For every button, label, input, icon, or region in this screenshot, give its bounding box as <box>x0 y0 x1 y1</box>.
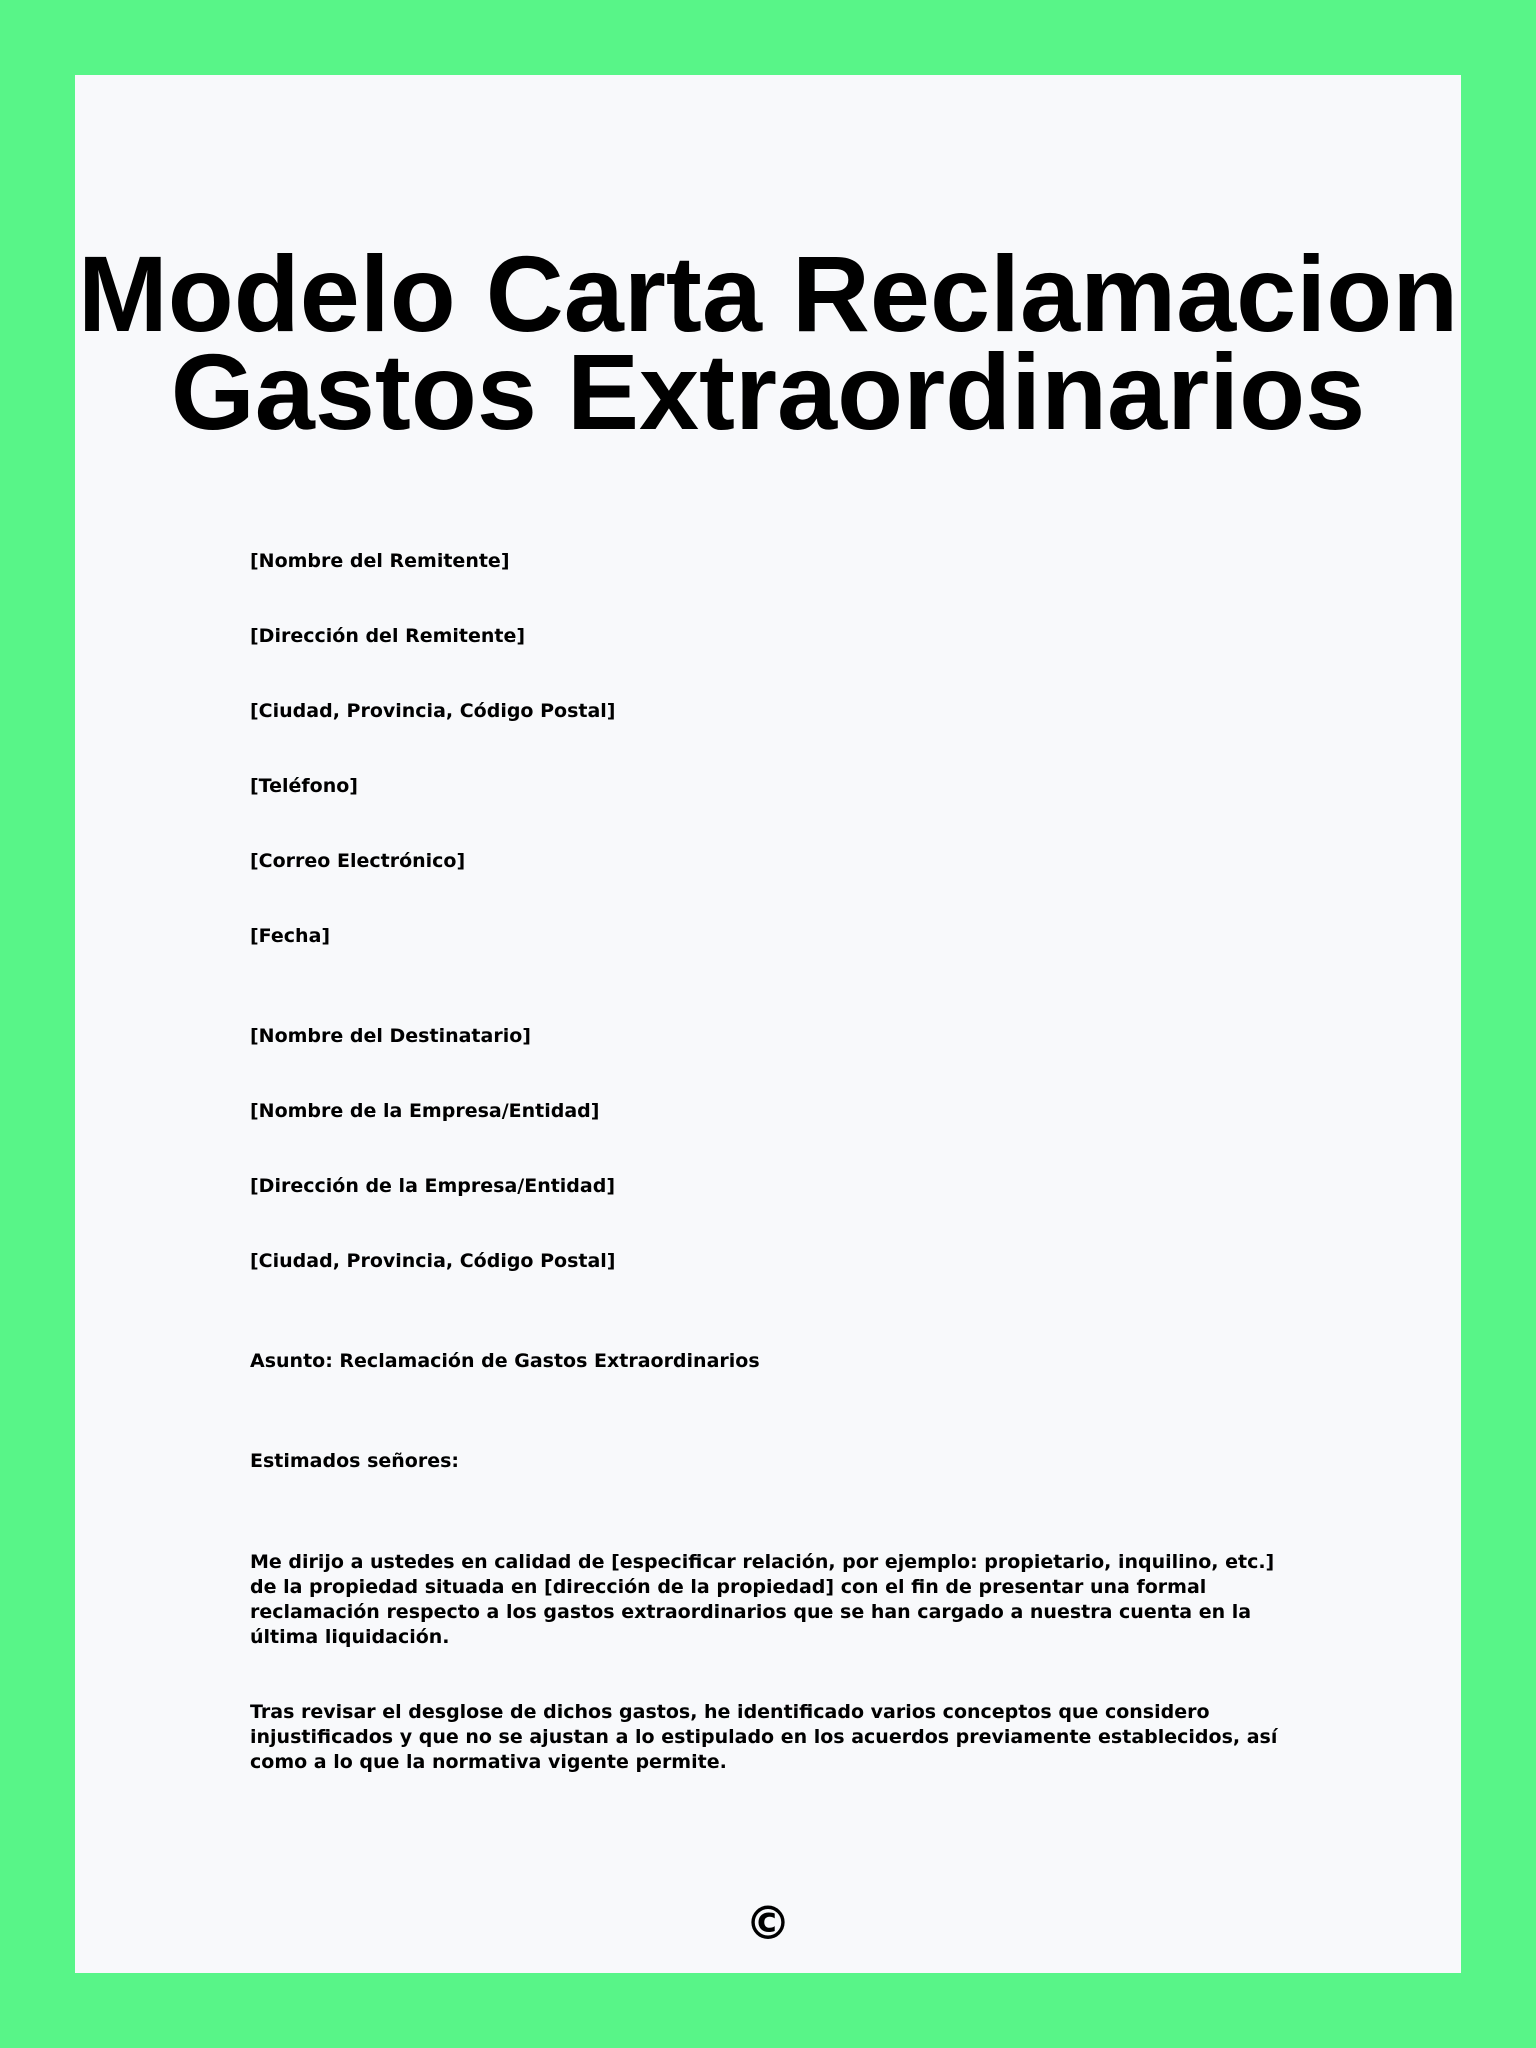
sender-phone: [Teléfono] <box>250 775 358 797</box>
letter-paragraph: Tras revisar el desglose de dichos gastos, he identificado varios conceptos que considero injustificados y que no se ajustan a lo estipulado en los acuerdos previamente establecidos, así como a lo que la normativa vigente permite. <box>250 1701 1278 1773</box>
recipient-city: [Ciudad, Provincia, Código Postal] <box>250 1250 616 1272</box>
letter-greeting: Estimados señores: <box>250 1450 460 1472</box>
document-title-line2: Gastos Extraordinarios <box>170 331 1366 452</box>
sender-name: [Nombre del Remitente] <box>250 550 510 572</box>
sender-city: [Ciudad, Provincia, Código Postal] <box>250 700 616 722</box>
recipient-company: [Nombre de la Empresa/Entidad] <box>250 1100 600 1122</box>
recipient-name: [Nombre del Destinatario] <box>250 1025 531 1047</box>
letter-paragraph: Me dirijo a ustedes en calidad de [especificar relación, por ejemplo: propietario, inquilino, etc.] de la propiedad situada en [dirección de la propiedad] con el fin de presentar una formal reclamación respecto a los gastos extraordinarios que se han cargado a nuestra cuenta en la última liquidación. <box>250 1551 1275 1648</box>
sender-email: [Correo Electrónico] <box>250 850 466 872</box>
recipient-address: [Dirección de la Empresa/Entidad] <box>250 1175 616 1197</box>
document-title-line1: Modelo Carta Reclamacion <box>77 233 1459 354</box>
copyright-icon: © <box>745 1896 791 1950</box>
sender-address: [Dirección del Remitente] <box>250 625 526 647</box>
document-title <box>75 233 1461 452</box>
document-page <box>75 75 1461 1973</box>
letter-subject: Asunto: Reclamación de Gastos Extraordinarios <box>250 1350 760 1372</box>
letter-date: [Fecha] <box>250 925 331 947</box>
